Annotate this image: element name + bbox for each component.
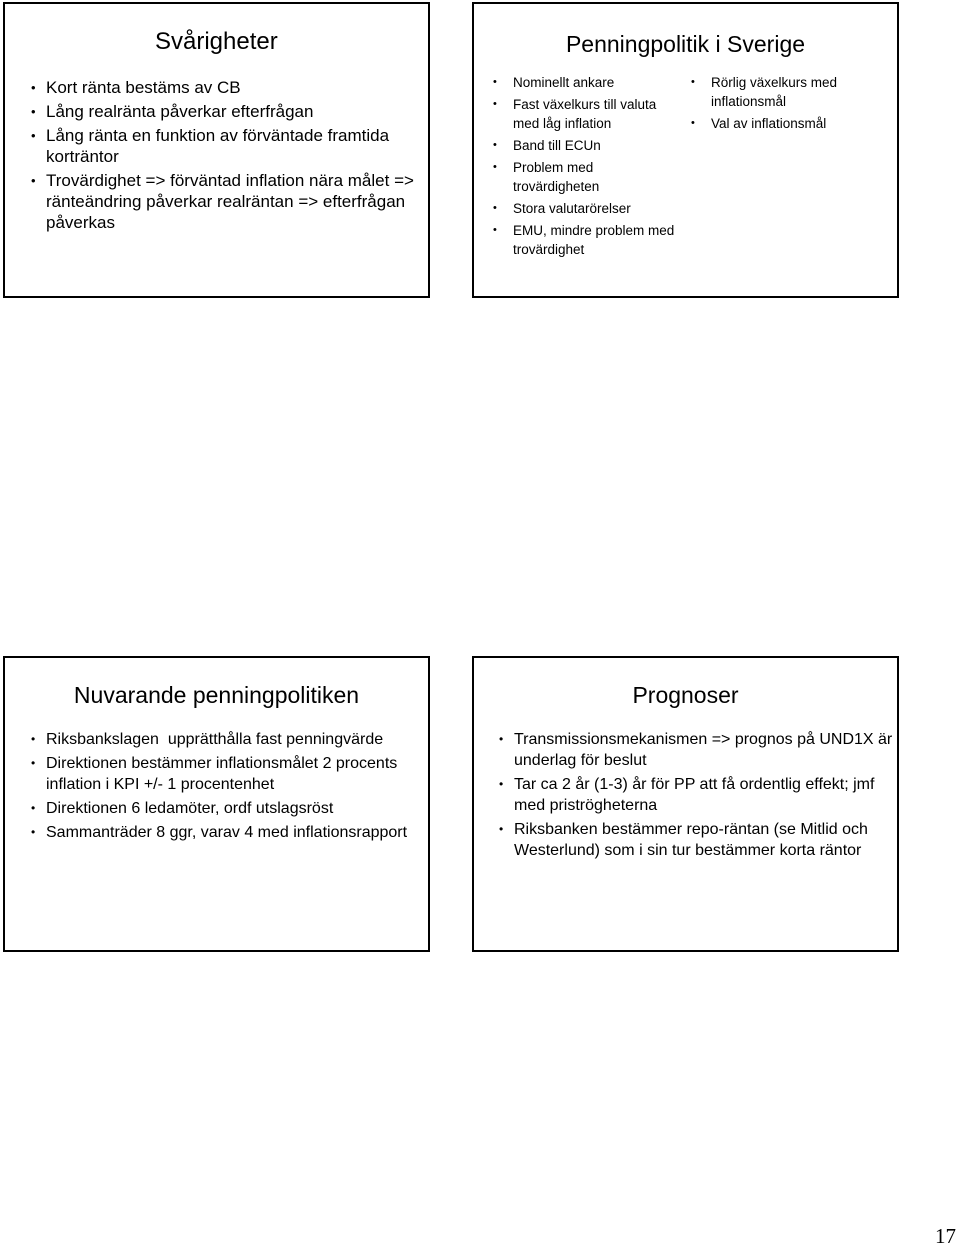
slide-title: Penningpolitik i Sverige <box>565 31 806 57</box>
bullet-icon: • <box>691 76 695 88</box>
bullet-icon: • <box>31 128 36 143</box>
bullet-list <box>31 77 421 236</box>
list-item: • Kort ränta bestäms av CB <box>31 78 241 97</box>
list-item: • Band till ECUn <box>493 138 601 153</box>
bullet-icon: • <box>31 732 36 746</box>
list-item: • Trovärdighet => förväntad inflation nära målet => ränteändring påverkar realräntan => efterfrågan påverkas <box>31 171 414 232</box>
slide-prognoser <box>472 656 899 952</box>
list-item: • EMU, mindre problem med trovärdighet <box>493 223 675 257</box>
bullet-icon: • <box>499 732 504 746</box>
bullet-icon: • <box>493 76 497 88</box>
list-item: • Val av inflationsmål <box>691 116 827 131</box>
slide-title: Nuvarande penningpolitiken <box>73 682 360 708</box>
list-item: • Tar ca 2 år (1-3) år för PP att få ordentlig effekt; jmf med priströgheterna <box>499 776 875 814</box>
bullet-icon: • <box>493 139 497 151</box>
bullet-icon: • <box>493 161 497 173</box>
list-item: • Riksbanken bestämmer repo-räntan (se Mitlid och Westerlund) som i sin tur bestämmer korta räntor <box>499 821 868 859</box>
bullet-list-right <box>691 73 896 136</box>
bullet-icon: • <box>31 104 36 119</box>
bullet-list <box>31 729 421 846</box>
list-item: • Stora valutarörelser <box>493 201 631 216</box>
list-item: • Direktionen 6 ledamöter, ordf utslagsröst <box>31 800 334 817</box>
bullet-icon: • <box>493 224 497 236</box>
list-item: • Riksbankslagen upprätthålla fast penningvärde <box>31 731 384 748</box>
list-item: • Lång ränta en funktion av förväntade framtida korträntor <box>31 126 390 166</box>
slide-svarigheter <box>3 2 430 298</box>
bullet-icon: • <box>691 117 695 129</box>
list-item: • Sammanträder 8 ggr, varav 4 med inflationsrapport <box>31 824 408 841</box>
slide-nuvarande-penningpolitiken <box>3 656 430 952</box>
bullet-icon: • <box>31 756 36 770</box>
bullet-icon: • <box>493 202 497 214</box>
bullet-icon: • <box>31 173 36 188</box>
bullet-icon: • <box>31 80 36 95</box>
bullet-icon: • <box>493 98 497 110</box>
bullet-list <box>499 729 894 864</box>
bullet-icon: • <box>31 801 36 815</box>
list-item: • Problem med trovärdigheten <box>493 160 600 194</box>
list-item: • Nominellt ankare <box>493 75 615 90</box>
list-item: • Direktionen bestämmer inflationsmålet 2 procents inflation i KPI +/- 1 procentenhet <box>31 755 398 793</box>
slide-title: Svårigheter <box>155 28 278 55</box>
slide-penningpolitik-i-sverige <box>472 2 899 298</box>
list-item: • Lång realränta påverkar efterfrågan <box>31 102 314 121</box>
bullet-icon: • <box>31 825 36 839</box>
list-item: • Transmissionsmekanismen => prognos på UND1X är underlag för beslut <box>499 731 893 769</box>
list-item: • Fast växelkurs till valuta med låg inflation <box>493 97 657 131</box>
list-item: • Rörlig växelkurs med inflationsmål <box>691 75 838 109</box>
slide-title: Prognoser <box>632 682 739 708</box>
bullet-icon: • <box>499 822 504 836</box>
bullet-list-left <box>493 73 683 262</box>
bullet-icon: • <box>499 777 504 791</box>
page-number: 17 <box>935 1224 956 1248</box>
